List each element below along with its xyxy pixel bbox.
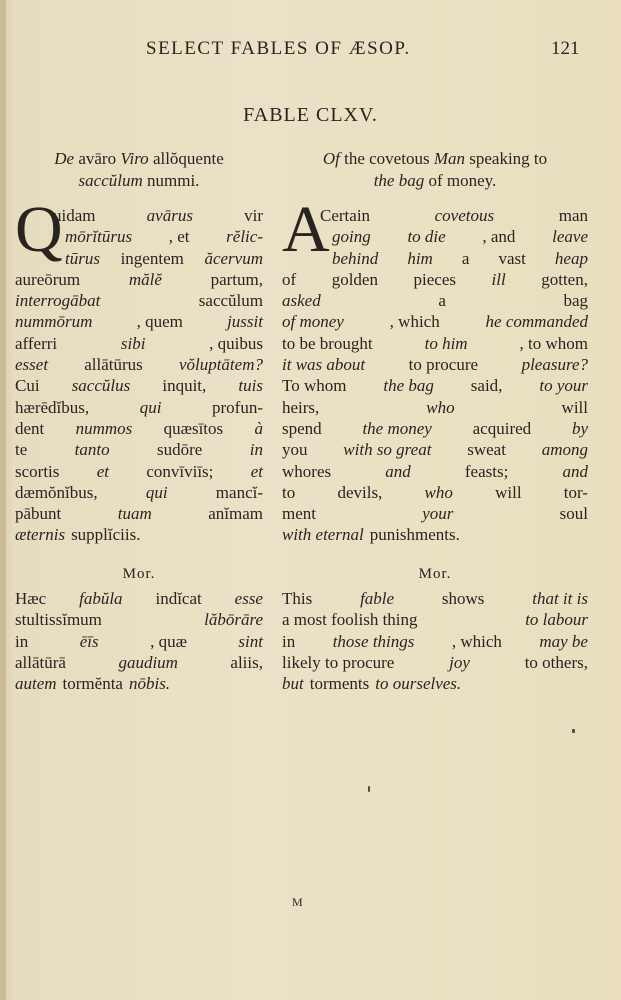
english-moral bbox=[282, 588, 588, 694]
text-segment: , which bbox=[389, 312, 440, 332]
text-segment: saccŭlum bbox=[198, 291, 263, 311]
text-segment: spend bbox=[282, 418, 322, 438]
text-segment: you bbox=[282, 440, 308, 460]
text-segment: esset bbox=[15, 355, 49, 375]
text-line bbox=[282, 609, 588, 630]
text-segment: indĭcat bbox=[155, 589, 202, 608]
text-segment: nōbis. bbox=[128, 674, 171, 694]
page-number: 121 bbox=[551, 38, 580, 59]
text-segment: of bbox=[282, 269, 297, 289]
latin-column bbox=[15, 0, 263, 1000]
text-segment: allātūrus bbox=[84, 355, 143, 375]
text-line bbox=[15, 673, 263, 694]
text-segment: of money. bbox=[424, 171, 497, 190]
text-line bbox=[65, 226, 263, 247]
text-segment: with so great bbox=[343, 440, 432, 460]
text-segment: , to whom bbox=[519, 333, 588, 353]
latin-moral bbox=[15, 588, 263, 694]
text-line bbox=[15, 503, 263, 524]
text-segment: dæmŏnĭbus, bbox=[15, 482, 98, 502]
text-line bbox=[320, 205, 588, 226]
text-line bbox=[53, 205, 263, 226]
text-line bbox=[282, 397, 588, 418]
heading-line bbox=[282, 148, 588, 170]
text-line bbox=[282, 375, 588, 396]
text-segment: stultissĭmum bbox=[15, 610, 102, 630]
text-segment: those things bbox=[332, 631, 415, 651]
english-moral-label: Mor. bbox=[418, 566, 452, 582]
english-body bbox=[282, 193, 588, 546]
text-line bbox=[15, 311, 263, 332]
text-segment: partum, bbox=[210, 269, 263, 289]
text-segment: avāro bbox=[74, 149, 121, 168]
text-segment: a bbox=[438, 291, 446, 311]
text-line bbox=[282, 631, 588, 652]
running-title: SELECT FABLES OF ÆSOP. bbox=[146, 38, 411, 59]
text-segment: convīviīs; bbox=[146, 461, 214, 481]
text-line bbox=[15, 439, 263, 460]
text-line bbox=[15, 652, 263, 673]
printer-signature: M bbox=[292, 895, 303, 909]
text-segment: fable bbox=[360, 589, 395, 608]
text-segment: Hæc bbox=[15, 589, 47, 608]
text-line bbox=[15, 482, 263, 503]
text-segment: nummi. bbox=[142, 171, 200, 190]
text-segment: going bbox=[332, 227, 371, 247]
text-segment: et bbox=[250, 461, 263, 481]
text-segment: shows bbox=[441, 589, 485, 608]
text-segment: sibi bbox=[120, 333, 146, 353]
text-segment: likely to procure bbox=[282, 652, 395, 672]
text-segment: uidam bbox=[53, 206, 96, 225]
text-segment: allātūrā bbox=[15, 652, 66, 672]
text-segment: esse bbox=[234, 589, 263, 608]
text-segment: soul bbox=[559, 504, 588, 524]
text-segment: gotten, bbox=[541, 269, 588, 289]
text-segment: joy bbox=[449, 652, 470, 672]
text-segment: saccŭlus bbox=[71, 376, 131, 396]
text-segment: te bbox=[15, 440, 28, 460]
latin-heading bbox=[15, 148, 263, 192]
text-segment: , which bbox=[451, 631, 502, 651]
text-segment: tuam bbox=[117, 504, 152, 524]
text-segment: sint bbox=[238, 631, 263, 651]
text-segment: whores bbox=[282, 461, 332, 481]
latin-body bbox=[15, 193, 263, 546]
text-segment: profun- bbox=[212, 397, 263, 417]
text-line bbox=[332, 248, 588, 269]
text-segment: gaudium bbox=[118, 652, 178, 672]
text-segment: to die bbox=[407, 227, 446, 247]
text-segment: tor- bbox=[563, 482, 588, 502]
text-segment: , quem bbox=[136, 312, 183, 332]
text-segment: This bbox=[282, 589, 313, 608]
text-line bbox=[15, 290, 263, 311]
text-segment: to procure bbox=[408, 355, 479, 375]
text-segment: who bbox=[424, 482, 453, 502]
text-line bbox=[282, 311, 588, 332]
text-segment: , quæ bbox=[150, 631, 187, 651]
text-segment: mōrĭtūrus bbox=[65, 227, 133, 247]
drop-cap: Q bbox=[15, 193, 63, 266]
text-segment: pābunt bbox=[15, 504, 62, 524]
text-segment: your bbox=[422, 504, 454, 524]
text-line bbox=[15, 375, 263, 396]
latin-moral-label: Mor. bbox=[122, 566, 156, 582]
text-segment: ēīs bbox=[79, 631, 99, 651]
text-line bbox=[282, 354, 588, 375]
heading-line bbox=[282, 170, 588, 192]
text-segment: and bbox=[562, 461, 588, 481]
text-segment: vŏluptātem? bbox=[178, 355, 263, 375]
text-line bbox=[282, 524, 588, 545]
text-segment: Man bbox=[433, 149, 465, 168]
text-line bbox=[282, 439, 588, 460]
text-line bbox=[282, 652, 588, 673]
text-line bbox=[15, 609, 263, 630]
text-segment: covetous bbox=[434, 206, 495, 225]
text-line bbox=[65, 248, 263, 269]
text-segment: in bbox=[282, 631, 296, 651]
text-segment: bag bbox=[563, 291, 588, 311]
text-segment: vast bbox=[498, 248, 526, 268]
text-segment: tuis bbox=[238, 376, 263, 396]
text-segment: æternis bbox=[15, 525, 66, 545]
text-segment: supplĭciis. bbox=[71, 525, 141, 545]
text-line bbox=[15, 524, 263, 545]
text-segment: mancĭ- bbox=[215, 482, 263, 502]
text-segment: him bbox=[407, 248, 433, 268]
text-line bbox=[332, 226, 588, 247]
text-segment: with eternal bbox=[282, 525, 364, 545]
text-segment: the money bbox=[362, 418, 432, 438]
text-segment: tormĕnta bbox=[62, 674, 123, 694]
text-segment: may be bbox=[539, 631, 588, 651]
text-line bbox=[282, 673, 588, 694]
text-segment: that it is bbox=[532, 589, 588, 608]
text-segment: will bbox=[561, 397, 588, 417]
text-segment: afferri bbox=[15, 333, 58, 353]
text-segment: among bbox=[541, 440, 588, 460]
text-segment: Viro bbox=[120, 149, 149, 168]
text-segment: of money bbox=[282, 312, 344, 332]
text-segment: qui bbox=[145, 482, 168, 502]
text-segment: ill bbox=[491, 269, 506, 289]
heading-line bbox=[15, 170, 263, 192]
text-segment: anĭmam bbox=[208, 504, 263, 524]
text-line bbox=[282, 333, 588, 354]
text-segment: dent bbox=[15, 418, 45, 438]
text-segment: speaking to bbox=[464, 149, 548, 168]
text-segment: devils, bbox=[337, 482, 383, 502]
text-segment: ment bbox=[282, 504, 316, 524]
text-segment: sudōre bbox=[157, 440, 203, 460]
text-segment: saccŭlum bbox=[78, 171, 143, 190]
text-segment: but bbox=[282, 674, 304, 694]
text-line bbox=[282, 588, 588, 609]
text-segment: autem bbox=[15, 674, 57, 694]
text-segment: , quibus bbox=[209, 333, 263, 353]
text-segment: asked bbox=[282, 291, 321, 311]
text-segment: vir bbox=[244, 206, 263, 225]
text-segment: behind bbox=[332, 248, 379, 268]
text-segment: ingentem bbox=[120, 248, 184, 268]
text-line bbox=[282, 482, 588, 503]
text-segment: to others, bbox=[524, 652, 588, 672]
text-segment: fabŭla bbox=[79, 589, 123, 608]
text-segment: heap bbox=[554, 248, 588, 268]
text-line bbox=[15, 397, 263, 418]
text-segment: Cui bbox=[15, 376, 40, 396]
text-segment: quæsītos bbox=[163, 418, 224, 438]
text-segment: ăcervum bbox=[204, 248, 263, 268]
text-segment: et bbox=[96, 461, 109, 481]
text-line bbox=[282, 418, 588, 439]
text-segment: tūrus bbox=[65, 248, 100, 268]
text-segment: said, bbox=[470, 376, 503, 396]
text-line bbox=[15, 269, 263, 290]
text-segment: allŏquente bbox=[148, 149, 224, 168]
text-segment: feasts; bbox=[464, 461, 509, 481]
text-segment: avārus bbox=[146, 206, 193, 225]
text-segment: torments bbox=[309, 674, 370, 694]
text-segment: to your bbox=[539, 376, 588, 396]
text-segment: and bbox=[385, 461, 411, 481]
text-segment: to ourselves. bbox=[375, 674, 462, 694]
english-column bbox=[282, 0, 588, 1000]
text-segment: leave bbox=[552, 227, 588, 247]
heading-line bbox=[15, 148, 263, 170]
text-segment: , and bbox=[482, 227, 516, 247]
text-segment: pleasure? bbox=[521, 355, 588, 375]
text-segment: in bbox=[15, 631, 29, 651]
text-segment: sweat bbox=[467, 440, 506, 460]
text-segment: a bbox=[461, 248, 470, 268]
text-line bbox=[15, 631, 263, 652]
text-segment: by bbox=[571, 418, 588, 438]
text-segment: punishments. bbox=[369, 525, 460, 545]
text-segment: the bag bbox=[383, 376, 434, 396]
text-segment: lăbōrāre bbox=[204, 610, 263, 630]
text-segment: heirs, bbox=[282, 397, 320, 417]
text-segment: aliis, bbox=[230, 652, 263, 672]
text-segment: the bag bbox=[373, 171, 425, 190]
text-segment: Certain bbox=[320, 206, 371, 225]
text-line bbox=[282, 269, 588, 290]
text-segment: he commanded bbox=[485, 312, 588, 332]
text-segment: to labour bbox=[525, 610, 588, 630]
text-line bbox=[15, 354, 263, 375]
text-line bbox=[15, 461, 263, 482]
text-segment: De bbox=[54, 149, 75, 168]
fable-title: FABLE CLXV. bbox=[243, 104, 378, 126]
text-segment: mălĕ bbox=[128, 269, 162, 289]
text-segment: inquit, bbox=[162, 376, 207, 396]
text-segment: nummos bbox=[75, 418, 133, 438]
english-heading bbox=[282, 148, 588, 192]
drop-cap: A bbox=[282, 193, 330, 266]
text-segment: to be brought bbox=[282, 333, 373, 353]
text-line bbox=[282, 290, 588, 311]
text-segment: the covetous bbox=[339, 149, 434, 168]
text-segment: it was about bbox=[282, 355, 366, 375]
text-line bbox=[15, 418, 263, 439]
text-segment: rĕlic- bbox=[226, 227, 263, 247]
text-line bbox=[15, 588, 263, 609]
text-segment: who bbox=[426, 397, 455, 417]
text-segment: nummōrum bbox=[15, 312, 93, 332]
text-segment: , et bbox=[168, 227, 190, 247]
text-segment: a most foolish thing bbox=[282, 610, 418, 630]
text-segment: man bbox=[558, 206, 588, 225]
text-segment: to him bbox=[424, 333, 468, 353]
text-segment: to bbox=[282, 482, 296, 502]
text-segment: golden bbox=[331, 269, 378, 289]
text-segment: tanto bbox=[74, 440, 110, 460]
text-line bbox=[282, 503, 588, 524]
text-segment: jussit bbox=[227, 312, 263, 332]
page-gutter bbox=[0, 0, 6, 1000]
text-segment: scortis bbox=[15, 461, 60, 481]
text-segment: aureōrum bbox=[15, 269, 81, 289]
text-segment: hærēdĭbus, bbox=[15, 397, 90, 417]
text-segment: qui bbox=[139, 397, 162, 417]
text-line bbox=[282, 461, 588, 482]
text-segment: acquired bbox=[472, 418, 532, 438]
ink-speck bbox=[572, 729, 575, 733]
text-line bbox=[15, 333, 263, 354]
text-segment: pieces bbox=[413, 269, 456, 289]
text-segment: interrogābat bbox=[15, 291, 101, 311]
ink-speck bbox=[368, 786, 370, 792]
text-segment: in bbox=[249, 440, 263, 460]
text-segment: To whom bbox=[282, 376, 347, 396]
text-segment: à bbox=[254, 418, 263, 438]
text-segment: Of bbox=[322, 149, 340, 168]
text-segment: will bbox=[495, 482, 522, 502]
